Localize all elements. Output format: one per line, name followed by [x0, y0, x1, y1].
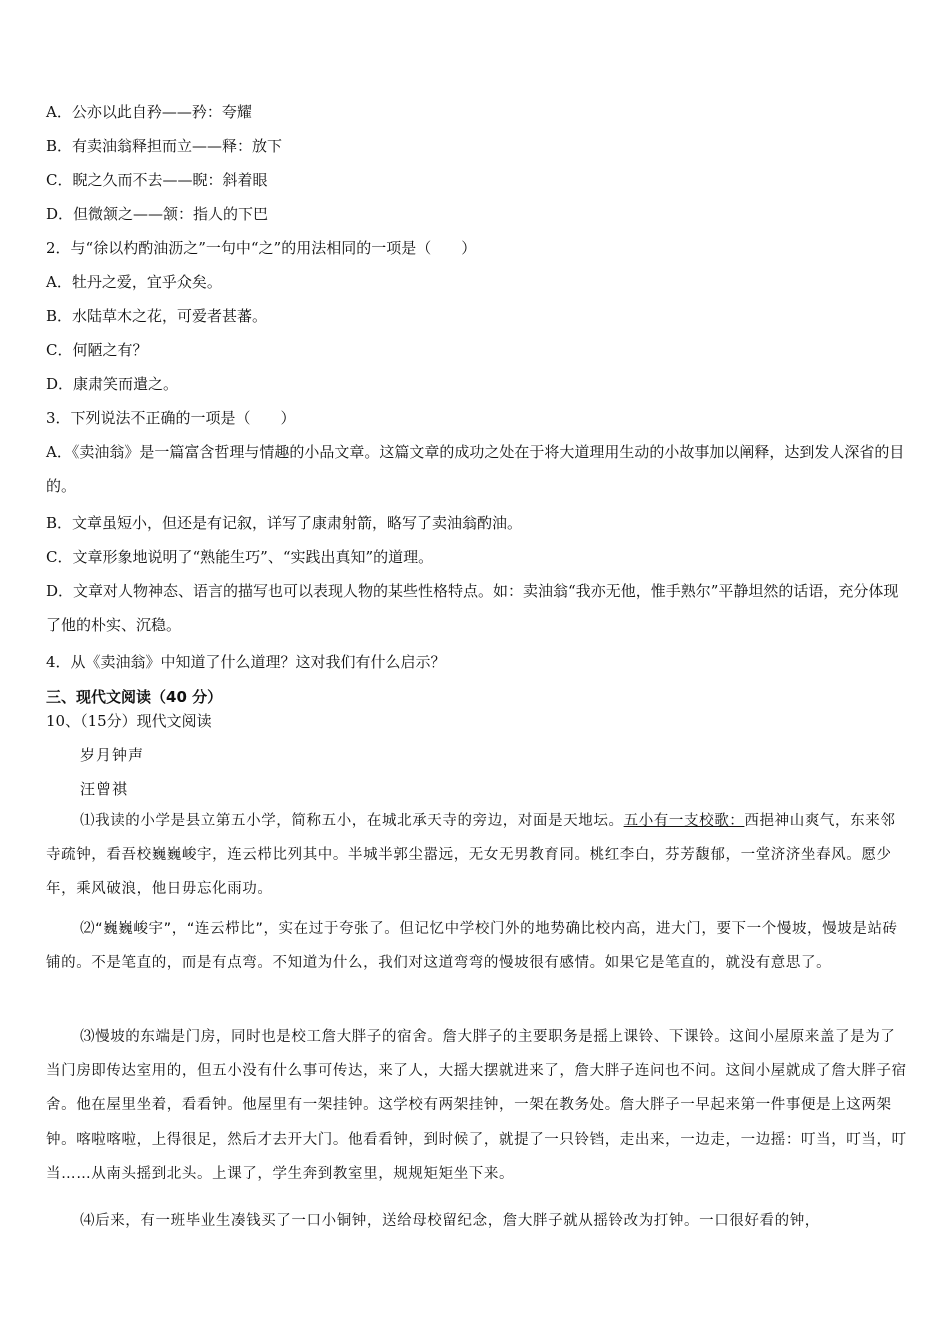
q1-option-d: D．但微颔之——颔：指人的下巴	[46, 205, 269, 223]
q2-option-d: D．康肃笑而遣之。	[46, 375, 179, 393]
q3-option-d: D．文章对人物神态、语言的描写也可以表现人物的某些性格特点。如：卖油翁“我亦无他，惟手熟尔”平静坦然的话语，充分体现了他的朴实、沉稳。	[46, 582, 899, 634]
q1-option-b: B．有卖油翁释担而立——释：放下	[46, 137, 283, 155]
p1-text-after: 西挹神山爽气，东来邻寺疏钟，看吾校巍巍峻宇，连云栉比列其中。半城半郭尘嚣远，无女无男教育同。桃红李白，芬芳馥郁，一堂济济坐春风。愿少年，乘风破浪，他日毋忘化雨功。	[46, 813, 896, 898]
question-10-heading: 10、（15分）现代文阅读	[46, 712, 212, 730]
article-paragraph-3: ⑶慢坡的东端是门房，同时也是校工詹大胖子的宿舍。詹大胖子的主要职务是摇上课铃、下课铃。这间小屋原来盖了是为了当门房即传达室用的，但五小没有什么事可传达，来了人，大摇大摆就进来了，詹大胖子连问也不问。这间小屋就成了詹大胖子宿舍。他在屋里坐着，看看钟。他屋里有一架挂钟。这学校有两架挂钟，一架在教务处。詹大胖子一早起来第一件事便是上这两架钟。喀啦喀啦，上得很足，然后才去开大门。他看看钟，到时候了，就提了一只铃铛，走出来，一边走，一边摇：叮当，叮当，叮当……从南头摇到北头。上课了，学生奔到教室里，规规矩矩坐下来。	[46, 1029, 907, 1182]
q4-stem: 4．从《卖油翁》中知道了什么道理？这对我们有什么启示？	[46, 653, 446, 671]
article-paragraph-1	[46, 804, 908, 907]
p1-text-before: ⑴我读的小学是县立第五小学，简称五小，在城北承天寺的旁边，对面是天地坛。	[80, 813, 624, 829]
q2-option-a: A．牡丹之爱，宜乎众矣。	[46, 273, 222, 291]
q2-option-c: C．何陋之有？	[46, 341, 148, 359]
q3-stem: 3．下列说法不正确的一项是（ ）	[46, 409, 296, 427]
q1-option-c: C．睨之久而不去——睨：斜着眼	[46, 171, 268, 189]
q2-option-b: B．水陆草木之花，可爱者甚蕃。	[46, 307, 268, 325]
article-paragraph-4: ⑷后来，有一班毕业生凑钱买了一口小铜钟，送给母校留纪念，詹大胖子就从摇铃改为打钟。一口很好看的钟，	[80, 1213, 820, 1229]
q3-option-b: B．文章虽短小，但还是有记叙，详写了康肃射箭，略写了卖油翁酌油。	[46, 514, 523, 532]
q2-stem: 2．与“徐以杓酌油沥之”一句中“之”的用法相同的一项是（ ）	[46, 239, 477, 257]
article-title: 岁月钟声	[80, 746, 145, 764]
article-paragraph-2: ⑵“巍巍峻宇”，“连云栉比”，实在过于夸张了。但记忆中学校门外的地势确比校内高，进大门，要下一个慢坡，慢坡是站砖铺的。不是笔直的，而是有点弯。不知道为什么，我们对这道弯弯的慢坡很有感情。如果它是笔直的，就没有意思了。	[46, 921, 898, 972]
section-title: 三、现代文阅读（40 分）	[46, 688, 223, 706]
q3-option-c: C．文章形象地说明了“熟能生巧”、“实践出真知”的道理。	[46, 548, 434, 566]
p1-underlined-text: 五小有一支校歌：	[623, 813, 745, 829]
q1-option-a: A．公亦以此自矜——矜：夸耀	[46, 103, 252, 121]
article-author: 汪曾祺	[80, 780, 129, 798]
q3-option-a: A．《卖油翁》是一篇富含哲理与情趣的小品文章。这篇文章的成功之处在于将大道理用生动的小故事加以阐释，达到发人深省的目的。	[46, 443, 905, 495]
